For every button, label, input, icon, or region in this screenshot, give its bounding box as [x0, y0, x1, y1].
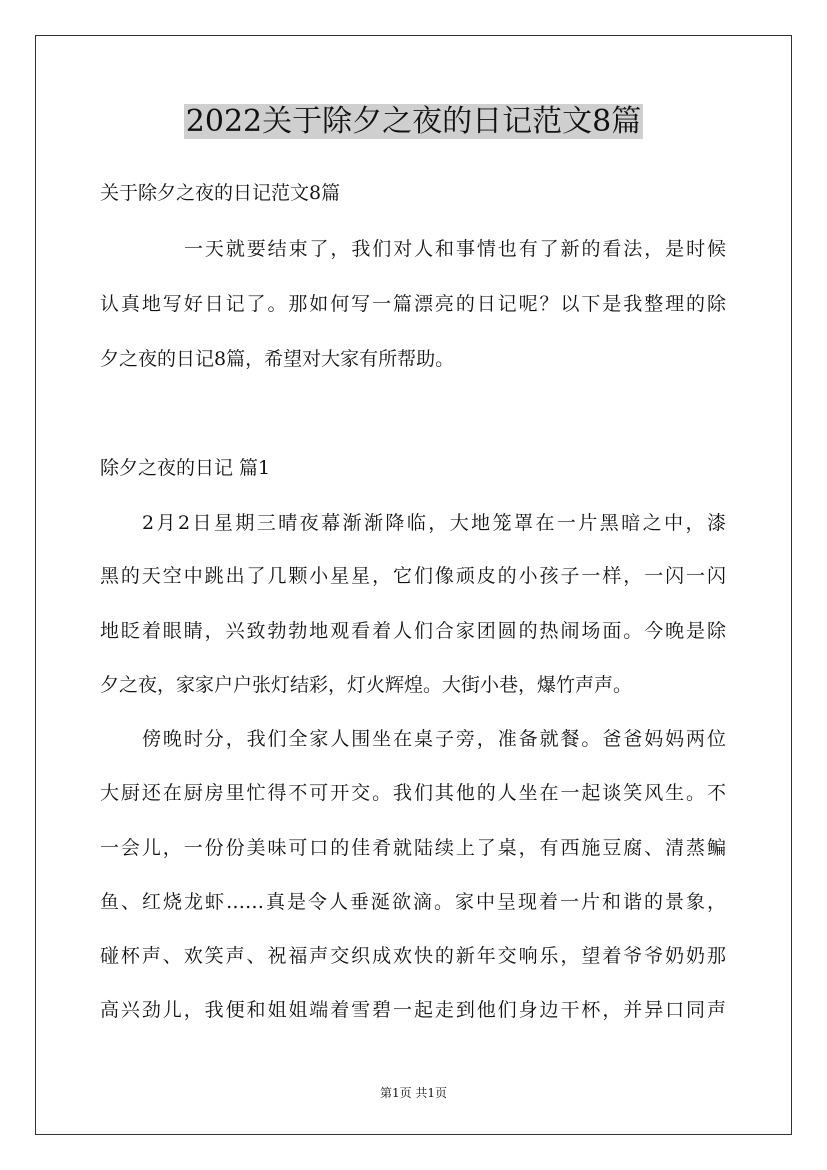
intro-line: 认真地写好日记了。那如何写一篇漂亮的日记呢？以下是我整理的除	[100, 293, 726, 315]
subtitle: 关于除夕之夜的日记范文8篇	[100, 182, 341, 204]
paragraph-line: 2月2日星期三晴夜幕渐渐降临，大地笼罩在一片黑暗之中，漆	[142, 512, 726, 534]
document-title-container	[0, 100, 827, 144]
paragraph-line: 地眨着眼睛，兴致勃勃地观看着人们合家团圆的热闹场面。今晚是除	[100, 620, 726, 642]
page-number-footer: 第1页 共1页	[379, 1086, 448, 1100]
section-heading: 除夕之夜的日记 篇1	[100, 457, 271, 479]
intro-line: 一天就要结束了，我们对人和事情也有了新的看法，是时候	[184, 238, 726, 260]
intro-line: 夕之夜的日记8篇，希望对大家有所帮助。	[100, 348, 455, 370]
document-title: 2022关于除夕之夜的日记范文8篇	[185, 104, 642, 139]
paragraph-line: 碰杯声、欢笑声、祝福声交织成欢快的新年交响乐，望着爷爷奶奶那	[100, 945, 726, 967]
paragraph-line: 大厨还在厨房里忙得不可开交。我们其他的人坐在一起谈笑风生。不	[100, 782, 726, 804]
paragraph-line: 高兴劲儿，我便和姐姐端着雪碧一起走到他们身边干杯，并异口同声	[100, 999, 726, 1021]
paragraph-line: 夕之夜，家家户户张灯结彩，灯火辉煌。大街小巷，爆竹声声。	[100, 674, 633, 696]
paragraph-line: 傍晚时分，我们全家人围坐在桌子旁，准备就餐。爸爸妈妈两位	[142, 728, 726, 750]
paragraph-line: 黑的天空中跳出了几颗小星星，它们像顽皮的小孩子一样，一闪一闪	[100, 565, 726, 587]
paragraph-line: 鱼、红烧龙虾……真是令人垂涎欲滴。家中呈现着一片和谐的景象，	[100, 891, 726, 913]
paragraph-line: 一会儿，一份份美味可口的佳肴就陆续上了桌，有西施豆腐、清蒸鳊	[100, 837, 726, 859]
